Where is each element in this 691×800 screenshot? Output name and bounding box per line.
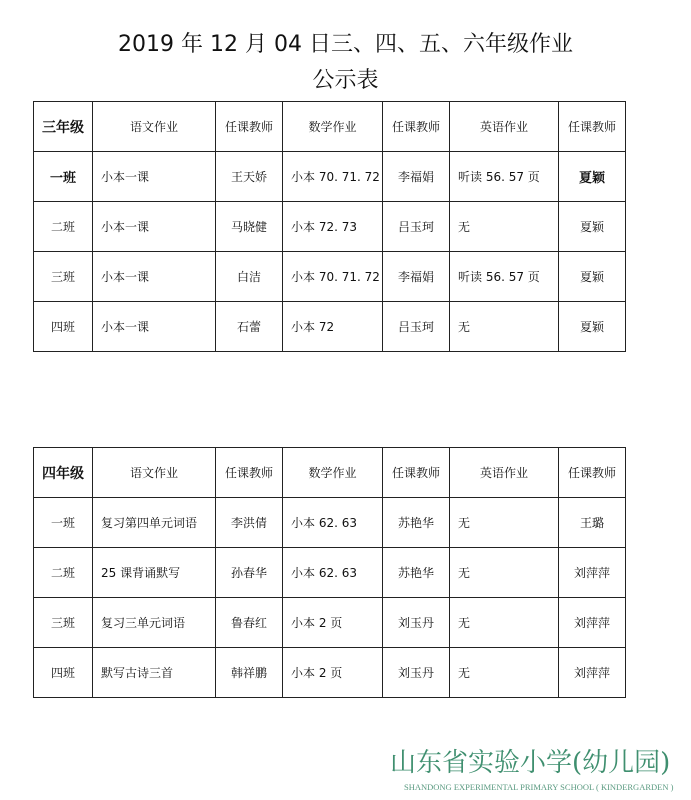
english-homework: 无 bbox=[450, 648, 559, 698]
header-teacher: 任课教师 bbox=[559, 102, 626, 152]
chinese-teacher: 孙春华 bbox=[216, 548, 283, 598]
english-teacher: 夏颖 bbox=[559, 152, 626, 202]
class-label: 二班 bbox=[34, 202, 93, 252]
header-teacher: 任课教师 bbox=[383, 448, 450, 498]
chinese-teacher: 石蕾 bbox=[216, 302, 283, 352]
class-label: 四班 bbox=[34, 648, 93, 698]
english-homework: 听读 56. 57 页 bbox=[450, 152, 559, 202]
math-homework: 小本 70. 71. 72 bbox=[283, 152, 383, 202]
class-label: 四班 bbox=[34, 302, 93, 352]
math-homework: 小本 2 页 bbox=[283, 648, 383, 698]
grade-label: 三年级 bbox=[34, 102, 93, 152]
chinese-teacher: 白洁 bbox=[216, 252, 283, 302]
table-row bbox=[34, 598, 626, 648]
english-teacher: 夏颖 bbox=[559, 302, 626, 352]
page-title-line1: 2019 年 12 月 04 日三、四、五、六年级作业 bbox=[118, 32, 573, 57]
chinese-teacher: 韩祥鹏 bbox=[216, 648, 283, 698]
math-teacher: 吕玉珂 bbox=[383, 202, 450, 252]
school-logo bbox=[390, 748, 690, 800]
table-row bbox=[34, 548, 626, 598]
school-name-english: SHANDONG EXPERIMENTAL PRIMARY SCHOOL ( KINDERGARDEN ) bbox=[404, 782, 674, 792]
chinese-teacher: 王天娇 bbox=[216, 152, 283, 202]
chinese-homework: 复习第四单元词语 bbox=[93, 498, 216, 548]
math-teacher: 刘玉丹 bbox=[383, 598, 450, 648]
class-label: 二班 bbox=[34, 548, 93, 598]
math-homework: 小本 2 页 bbox=[283, 598, 383, 648]
chinese-homework: 小本一课 bbox=[93, 152, 216, 202]
english-homework: 无 bbox=[450, 498, 559, 548]
math-teacher: 李福娟 bbox=[383, 252, 450, 302]
english-teacher: 夏颖 bbox=[559, 202, 626, 252]
math-teacher: 吕玉珂 bbox=[383, 302, 450, 352]
chinese-homework: 小本一课 bbox=[93, 302, 216, 352]
chinese-teacher: 马晓健 bbox=[216, 202, 283, 252]
header-teacher: 任课教师 bbox=[383, 102, 450, 152]
chinese-homework: 默写古诗三首 bbox=[93, 648, 216, 698]
header-teacher: 任课教师 bbox=[559, 448, 626, 498]
math-homework: 小本 72. 73 bbox=[283, 202, 383, 252]
math-homework: 小本 62. 63 bbox=[283, 498, 383, 548]
header-english-homework: 英语作业 bbox=[450, 102, 559, 152]
english-teacher: 刘萍萍 bbox=[559, 598, 626, 648]
header-teacher: 任课教师 bbox=[216, 448, 283, 498]
table-header-row bbox=[34, 102, 626, 152]
english-homework: 无 bbox=[450, 202, 559, 252]
math-homework: 小本 70. 71. 72 bbox=[283, 252, 383, 302]
table-row bbox=[34, 302, 626, 352]
grade4-homework-table bbox=[33, 447, 626, 698]
chinese-homework: 25 课背诵默写 bbox=[93, 548, 216, 598]
chinese-homework: 复习三单元词语 bbox=[93, 598, 216, 648]
table-row bbox=[34, 252, 626, 302]
table-row bbox=[34, 202, 626, 252]
class-label: 一班 bbox=[34, 152, 93, 202]
english-teacher: 夏颖 bbox=[559, 252, 626, 302]
math-teacher: 苏艳华 bbox=[383, 498, 450, 548]
english-homework: 无 bbox=[450, 598, 559, 648]
english-teacher: 刘萍萍 bbox=[559, 648, 626, 698]
header-chinese-homework: 语文作业 bbox=[93, 448, 216, 498]
table-row bbox=[34, 648, 626, 698]
header-math-homework: 数学作业 bbox=[283, 448, 383, 498]
table-row bbox=[34, 498, 626, 548]
class-label: 三班 bbox=[34, 598, 93, 648]
math-homework: 小本 72 bbox=[283, 302, 383, 352]
chinese-homework: 小本一课 bbox=[93, 252, 216, 302]
school-name-chinese: 山东省实验小学(幼儿园) bbox=[390, 748, 671, 778]
class-label: 一班 bbox=[34, 498, 93, 548]
table-row bbox=[34, 152, 626, 202]
math-teacher: 李福娟 bbox=[383, 152, 450, 202]
class-label: 三班 bbox=[34, 252, 93, 302]
math-teacher: 苏艳华 bbox=[383, 548, 450, 598]
header-math-homework: 数学作业 bbox=[283, 102, 383, 152]
chinese-homework: 小本一课 bbox=[93, 202, 216, 252]
english-teacher: 王璐 bbox=[559, 498, 626, 548]
page-title-line2: 公示表 bbox=[312, 68, 379, 93]
chinese-teacher: 李洪倩 bbox=[216, 498, 283, 548]
header-chinese-homework: 语文作业 bbox=[93, 102, 216, 152]
header-english-homework: 英语作业 bbox=[450, 448, 559, 498]
english-homework: 无 bbox=[450, 548, 559, 598]
math-teacher: 刘玉丹 bbox=[383, 648, 450, 698]
grade3-homework-table bbox=[33, 101, 626, 352]
chinese-teacher: 鲁春红 bbox=[216, 598, 283, 648]
grade-label: 四年级 bbox=[34, 448, 93, 498]
math-homework: 小本 62. 63 bbox=[283, 548, 383, 598]
english-homework: 无 bbox=[450, 302, 559, 352]
english-homework: 听读 56. 57 页 bbox=[450, 252, 559, 302]
table-header-row bbox=[34, 448, 626, 498]
english-teacher: 刘萍萍 bbox=[559, 548, 626, 598]
header-teacher: 任课教师 bbox=[216, 102, 283, 152]
